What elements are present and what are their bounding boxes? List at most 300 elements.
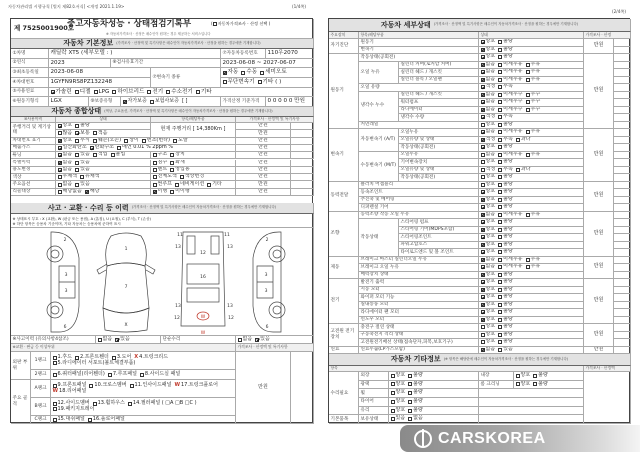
- part-checkbox[interactable]: [53, 361, 136, 367]
- checkbox-icon[interactable]: [498, 220, 502, 224]
- checked-box-icon[interactable]: [481, 318, 485, 322]
- checkbox-icon[interactable]: [498, 303, 502, 307]
- option-checkbox[interactable]: [498, 159, 513, 165]
- checkbox-icon[interactable]: [408, 400, 412, 404]
- checkbox-icon[interactable]: [75, 161, 79, 165]
- checkbox-icon[interactable]: [498, 250, 502, 254]
- option-checkbox[interactable]: [481, 324, 496, 330]
- checked-box-icon[interactable]: [481, 265, 485, 269]
- checkbox-icon[interactable]: [111, 153, 115, 157]
- checkbox-icon[interactable]: [498, 318, 502, 322]
- checked-box-icon[interactable]: [481, 310, 485, 314]
- option-checkbox[interactable]: [115, 337, 130, 343]
- checked-box-icon[interactable]: [255, 338, 259, 342]
- checkbox-icon[interactable]: [213, 22, 217, 26]
- option-checkbox[interactable]: [526, 129, 541, 135]
- option-checkbox[interactable]: [180, 174, 204, 180]
- option-checkbox[interactable]: [58, 189, 82, 195]
- checkbox-icon[interactable]: [58, 131, 62, 135]
- checkbox-icon[interactable]: [391, 391, 395, 395]
- option-checkbox[interactable]: [498, 47, 513, 53]
- checked-box-icon[interactable]: [481, 243, 485, 247]
- checkbox-icon[interactable]: [516, 382, 520, 386]
- checked-box-icon[interactable]: [481, 213, 485, 217]
- checkbox-icon[interactable]: [481, 183, 485, 187]
- option-checkbox[interactable]: [481, 62, 496, 68]
- checked-box-icon[interactable]: [153, 190, 157, 194]
- checkbox-icon[interactable]: [140, 373, 144, 377]
- checkbox-icon[interactable]: [175, 183, 179, 187]
- checkbox-icon[interactable]: [498, 63, 502, 67]
- option-checkbox[interactable]: [93, 138, 121, 144]
- checkbox-icon[interactable]: [526, 78, 530, 82]
- checked-box-icon[interactable]: [481, 228, 485, 232]
- option-checkbox[interactable]: [498, 189, 513, 195]
- option-checkbox[interactable]: [498, 324, 513, 330]
- option-checkbox[interactable]: [75, 182, 90, 188]
- option-checkbox[interactable]: [481, 257, 496, 263]
- option-checkbox[interactable]: [58, 160, 73, 166]
- option-checkbox[interactable]: [111, 152, 126, 158]
- checkbox-icon[interactable]: [53, 418, 57, 422]
- option-checkbox[interactable]: [498, 332, 513, 338]
- checkbox-icon[interactable]: [481, 333, 485, 337]
- option-checkbox[interactable]: [481, 264, 496, 270]
- option-checkbox[interactable]: [481, 182, 496, 188]
- option-checkbox[interactable]: [481, 107, 496, 113]
- option-checkbox[interactable]: [498, 62, 522, 68]
- part-checkbox[interactable]: [108, 372, 137, 378]
- option-checkbox[interactable]: [153, 152, 168, 158]
- option-checkbox[interactable]: [498, 174, 513, 180]
- checked-box-icon[interactable]: [481, 258, 485, 262]
- option-checkbox[interactable]: [147, 89, 163, 95]
- option-checkbox[interactable]: [238, 337, 253, 343]
- checkbox-icon[interactable]: [142, 139, 146, 143]
- checkbox-icon[interactable]: [153, 161, 157, 165]
- checked-box-icon[interactable]: [481, 205, 485, 209]
- checkbox-icon[interactable]: [75, 356, 79, 360]
- option-checkbox[interactable]: [498, 137, 513, 143]
- checked-box-icon[interactable]: [481, 115, 485, 119]
- checkbox-icon[interactable]: [498, 295, 502, 299]
- option-checkbox[interactable]: [481, 234, 496, 240]
- option-checkbox[interactable]: [255, 337, 270, 343]
- option-checkbox[interactable]: [481, 114, 496, 120]
- checkbox-icon[interactable]: [498, 130, 502, 134]
- checkbox-icon[interactable]: [526, 108, 530, 112]
- checkbox-icon[interactable]: [391, 400, 395, 404]
- option-checkbox[interactable]: [196, 89, 212, 95]
- checked-box-icon[interactable]: [58, 161, 62, 165]
- checkbox-icon[interactable]: [498, 333, 502, 337]
- checkbox-icon[interactable]: [207, 183, 211, 187]
- option-checkbox[interactable]: [408, 399, 423, 405]
- option-checkbox[interactable]: [170, 167, 190, 173]
- option-checkbox[interactable]: [51, 89, 72, 95]
- option-checkbox[interactable]: [391, 373, 406, 379]
- checkbox-icon[interactable]: [75, 183, 79, 187]
- checked-box-icon[interactable]: [481, 303, 485, 307]
- checked-box-icon[interactable]: [481, 198, 485, 202]
- option-checkbox[interactable]: [498, 227, 513, 233]
- checkbox-icon[interactable]: [88, 418, 92, 422]
- checkbox-icon[interactable]: [408, 382, 412, 386]
- option-checkbox[interactable]: [516, 167, 531, 173]
- checkbox-icon[interactable]: [153, 175, 157, 179]
- option-checkbox[interactable]: [498, 99, 522, 105]
- option-checkbox[interactable]: [58, 145, 87, 151]
- option-checkbox[interactable]: [498, 129, 522, 135]
- option-checkbox[interactable]: [75, 138, 90, 144]
- option-checkbox[interactable]: [75, 89, 91, 95]
- option-checkbox[interactable]: [481, 242, 496, 248]
- checked-box-icon[interactable]: [481, 70, 485, 74]
- option-checkbox[interactable]: [481, 129, 496, 135]
- checkbox-icon[interactable]: [93, 139, 97, 143]
- checked-box-icon[interactable]: [481, 235, 485, 239]
- checked-box-icon[interactable]: [481, 48, 485, 52]
- option-checkbox[interactable]: [481, 197, 496, 203]
- option-checkbox[interactable]: [173, 138, 188, 144]
- checkbox-icon[interactable]: [170, 153, 174, 157]
- checkbox-icon[interactable]: [75, 124, 79, 128]
- checked-box-icon[interactable]: [481, 273, 485, 277]
- option-checkbox[interactable]: [153, 174, 177, 180]
- option-checkbox[interactable]: [498, 69, 522, 75]
- option-checkbox[interactable]: [207, 182, 222, 188]
- option-checkbox[interactable]: [498, 144, 513, 150]
- option-checkbox[interactable]: [408, 373, 423, 379]
- checkbox-icon[interactable]: [93, 402, 97, 406]
- option-checkbox[interactable]: [526, 152, 541, 158]
- checked-box-icon[interactable]: [481, 93, 485, 97]
- checkbox-icon[interactable]: [526, 265, 530, 269]
- checkbox-icon[interactable]: [130, 384, 134, 388]
- checkbox-icon[interactable]: [180, 175, 184, 179]
- option-checkbox[interactable]: [481, 279, 496, 285]
- option-checkbox[interactable]: [516, 137, 531, 143]
- checkbox-icon[interactable]: [516, 138, 520, 142]
- checkbox-icon[interactable]: [260, 71, 264, 75]
- checked-box-icon[interactable]: [481, 100, 485, 104]
- option-checkbox[interactable]: [526, 212, 541, 218]
- checkbox-icon[interactable]: [498, 280, 502, 284]
- checkbox-icon[interactable]: [498, 153, 502, 157]
- checkbox-icon[interactable]: [498, 108, 502, 112]
- option-checkbox[interactable]: [75, 131, 90, 137]
- option-checkbox[interactable]: [408, 382, 423, 388]
- option-checkbox[interactable]: [516, 373, 531, 379]
- option-checkbox[interactable]: [498, 272, 513, 278]
- checkbox-icon[interactable]: [498, 228, 502, 232]
- part-checkbox[interactable]: [130, 383, 172, 389]
- option-checkbox[interactable]: [75, 123, 90, 129]
- checkbox-icon[interactable]: [75, 139, 79, 143]
- option-checkbox[interactable]: [481, 137, 496, 143]
- checkbox-icon[interactable]: [481, 160, 485, 164]
- option-checkbox[interactable]: [124, 138, 139, 144]
- option-checkbox[interactable]: [117, 145, 173, 151]
- option-checkbox[interactable]: [498, 77, 522, 83]
- checkbox-icon[interactable]: [498, 175, 502, 179]
- checkbox-icon[interactable]: [53, 373, 57, 377]
- option-checkbox[interactable]: [526, 92, 541, 98]
- checkbox-icon[interactable]: [170, 190, 174, 194]
- option-checkbox[interactable]: [498, 302, 513, 308]
- checkbox-icon[interactable]: [498, 100, 502, 104]
- option-checkbox[interactable]: [533, 382, 548, 388]
- checkbox-icon[interactable]: [498, 205, 502, 209]
- checkbox-icon[interactable]: [498, 258, 502, 262]
- checkbox-icon[interactable]: [526, 70, 530, 74]
- checkbox-icon[interactable]: [75, 90, 79, 94]
- option-checkbox[interactable]: [241, 69, 257, 75]
- part-checkbox[interactable]: [134, 355, 168, 361]
- option-checkbox[interactable]: [223, 79, 255, 85]
- option-checkbox[interactable]: [498, 309, 513, 315]
- checkbox-icon[interactable]: [498, 288, 502, 292]
- checkbox-icon[interactable]: [498, 325, 502, 329]
- option-checkbox[interactable]: [408, 408, 423, 414]
- option-checkbox[interactable]: [481, 317, 496, 323]
- checked-box-icon[interactable]: [481, 348, 485, 352]
- option-checkbox[interactable]: [516, 382, 531, 388]
- option-checkbox[interactable]: [481, 189, 496, 195]
- checkbox-icon[interactable]: [526, 213, 530, 217]
- option-checkbox[interactable]: [93, 152, 108, 158]
- checkbox-icon[interactable]: [498, 138, 502, 142]
- checkbox-icon[interactable]: [108, 373, 112, 377]
- option-checkbox[interactable]: [481, 302, 496, 308]
- option-checkbox[interactable]: [498, 152, 522, 158]
- checkbox-icon[interactable]: [153, 183, 157, 187]
- checkbox-icon[interactable]: [498, 213, 502, 217]
- checkbox-icon[interactable]: [98, 338, 102, 342]
- part-checkbox[interactable]: [140, 372, 180, 378]
- option-checkbox[interactable]: [481, 347, 496, 353]
- option-checkbox[interactable]: [481, 77, 496, 83]
- checkbox-icon[interactable]: [75, 153, 79, 157]
- option-checkbox[interactable]: [498, 204, 513, 210]
- option-checkbox[interactable]: [260, 69, 287, 75]
- checkbox-icon[interactable]: [526, 153, 530, 157]
- option-checkbox[interactable]: [498, 339, 513, 345]
- part-checkbox[interactable]: [53, 372, 105, 378]
- checkbox-icon[interactable]: [498, 310, 502, 314]
- option-checkbox[interactable]: [498, 347, 513, 353]
- checkbox-icon[interactable]: [498, 273, 502, 277]
- option-checkbox[interactable]: [58, 152, 73, 158]
- part-checkbox[interactable]: [53, 417, 85, 423]
- checked-box-icon[interactable]: [481, 220, 485, 224]
- option-checkbox[interactable]: [408, 416, 423, 422]
- option-checkbox[interactable]: [498, 257, 522, 263]
- checkbox-icon[interactable]: [498, 190, 502, 194]
- checkbox-icon[interactable]: [124, 139, 128, 143]
- option-checkbox[interactable]: [85, 189, 100, 195]
- checkbox-icon[interactable]: [408, 417, 412, 421]
- option-checkbox[interactable]: [498, 122, 513, 128]
- checkbox-icon[interactable]: [498, 348, 502, 352]
- option-checkbox[interactable]: [112, 89, 144, 95]
- checkbox-icon[interactable]: [112, 90, 116, 94]
- checkbox-icon[interactable]: [53, 384, 57, 388]
- checked-box-icon[interactable]: [481, 295, 485, 299]
- option-checkbox[interactable]: [498, 84, 513, 90]
- option-checkbox[interactable]: [498, 92, 522, 98]
- checkbox-icon[interactable]: [516, 168, 520, 172]
- checkbox-icon[interactable]: [498, 55, 502, 59]
- option-checkbox[interactable]: [498, 249, 513, 255]
- option-checkbox[interactable]: [526, 69, 541, 75]
- checked-box-icon[interactable]: [481, 85, 485, 89]
- checkbox-icon[interactable]: [166, 90, 170, 94]
- option-checkbox[interactable]: [142, 138, 170, 144]
- option-checkbox[interactable]: [75, 152, 90, 158]
- checked-box-icon[interactable]: [75, 131, 79, 135]
- checkbox-icon[interactable]: [516, 374, 520, 378]
- checkbox-icon[interactable]: [173, 139, 177, 143]
- option-checkbox[interactable]: [481, 92, 496, 98]
- option-checkbox[interactable]: [58, 131, 73, 137]
- option-checkbox[interactable]: [481, 339, 496, 345]
- checkbox-icon[interactable]: [153, 168, 157, 172]
- checkbox-icon[interactable]: [498, 48, 502, 52]
- option-checkbox[interactable]: [481, 309, 496, 315]
- checkbox-icon[interactable]: [498, 93, 502, 97]
- option-checkbox[interactable]: [391, 416, 406, 422]
- option-checkbox[interactable]: [481, 152, 496, 158]
- option-checkbox[interactable]: [58, 123, 73, 129]
- option-checkbox[interactable]: [498, 234, 513, 240]
- checkbox-icon[interactable]: [408, 374, 412, 378]
- option-checkbox[interactable]: [498, 107, 522, 113]
- checkbox-icon[interactable]: [53, 407, 57, 411]
- checked-box-icon[interactable]: [481, 40, 485, 44]
- option-checkbox[interactable]: [170, 152, 185, 158]
- option-checkbox[interactable]: [93, 131, 108, 137]
- option-checkbox[interactable]: [526, 77, 541, 83]
- checkbox-icon[interactable]: [498, 265, 502, 269]
- part-checkbox[interactable]: [88, 417, 125, 423]
- checkbox-icon[interactable]: [80, 175, 84, 179]
- checkbox-icon[interactable]: [533, 382, 537, 386]
- checkbox-icon[interactable]: [196, 90, 200, 94]
- option-checkbox[interactable]: [481, 227, 496, 233]
- checked-box-icon[interactable]: [51, 90, 55, 94]
- option-checkbox[interactable]: [153, 167, 168, 173]
- option-checkbox[interactable]: [526, 264, 541, 270]
- checkbox-icon[interactable]: [481, 123, 485, 127]
- part-checkbox[interactable]: [53, 389, 87, 395]
- checkbox-icon[interactable]: [223, 80, 227, 84]
- part-checkbox[interactable]: [174, 383, 217, 389]
- checked-box-icon[interactable]: [481, 250, 485, 254]
- checked-box-icon[interactable]: [481, 288, 485, 292]
- checkbox-icon[interactable]: [526, 100, 530, 104]
- checked-box-icon[interactable]: [58, 124, 62, 128]
- checkbox-icon[interactable]: [147, 90, 151, 94]
- option-checkbox[interactable]: [391, 390, 406, 396]
- option-checkbox[interactable]: [533, 373, 548, 379]
- checked-box-icon[interactable]: [223, 71, 227, 75]
- checkbox-icon[interactable]: [498, 145, 502, 149]
- checkbox-icon[interactable]: [481, 175, 485, 179]
- option-checkbox[interactable]: [98, 337, 113, 343]
- checkbox-icon[interactable]: [94, 90, 98, 94]
- option-checkbox[interactable]: [123, 99, 147, 105]
- checkbox-icon[interactable]: [53, 402, 57, 406]
- option-checkbox[interactable]: [498, 317, 513, 323]
- checkbox-icon[interactable]: [533, 374, 537, 378]
- option-checkbox[interactable]: [481, 212, 496, 218]
- option-checkbox[interactable]: [166, 89, 193, 95]
- checkbox-icon[interactable]: [128, 402, 132, 406]
- option-checkbox[interactable]: [213, 22, 271, 27]
- checkbox-icon[interactable]: [481, 340, 485, 344]
- option-checkbox[interactable]: [223, 69, 239, 75]
- checkbox-icon[interactable]: [58, 183, 62, 187]
- checkbox-icon[interactable]: [150, 100, 154, 104]
- checkbox-icon[interactable]: [498, 160, 502, 164]
- option-checkbox[interactable]: [498, 54, 513, 60]
- checkbox-icon[interactable]: [391, 374, 395, 378]
- option-checkbox[interactable]: [498, 219, 513, 225]
- option-checkbox[interactable]: [481, 249, 496, 255]
- option-checkbox[interactable]: [498, 294, 513, 300]
- checkbox-icon[interactable]: [498, 198, 502, 202]
- checked-box-icon[interactable]: [58, 139, 62, 143]
- option-checkbox[interactable]: [526, 257, 541, 263]
- option-checkbox[interactable]: [498, 287, 513, 293]
- checkbox-icon[interactable]: [391, 417, 395, 421]
- checkbox-icon[interactable]: [498, 40, 502, 44]
- option-checkbox[interactable]: [498, 114, 513, 120]
- checked-box-icon[interactable]: [481, 78, 485, 82]
- option-checkbox[interactable]: [80, 174, 100, 180]
- option-checkbox[interactable]: [408, 390, 423, 396]
- option-checkbox[interactable]: [153, 160, 168, 166]
- checkbox-icon[interactable]: [170, 168, 174, 172]
- option-checkbox[interactable]: [481, 287, 496, 293]
- checked-box-icon[interactable]: [481, 138, 485, 142]
- option-checkbox[interactable]: [90, 145, 114, 151]
- checkbox-icon[interactable]: [498, 78, 502, 82]
- checkbox-icon[interactable]: [498, 168, 502, 172]
- checked-box-icon[interactable]: [481, 55, 485, 59]
- checked-box-icon[interactable]: [481, 130, 485, 134]
- checkbox-icon[interactable]: [498, 115, 502, 119]
- option-checkbox[interactable]: [498, 264, 522, 270]
- option-checkbox[interactable]: [481, 47, 496, 53]
- checkbox-icon[interactable]: [93, 153, 97, 157]
- checked-box-icon[interactable]: [85, 190, 89, 194]
- checked-box-icon[interactable]: [58, 153, 62, 157]
- checkbox-icon[interactable]: [391, 409, 395, 413]
- checkbox-icon[interactable]: [498, 70, 502, 74]
- checkbox-icon[interactable]: [526, 93, 530, 97]
- option-checkbox[interactable]: [75, 167, 90, 173]
- part-checkbox[interactable]: [93, 401, 125, 407]
- option-checkbox[interactable]: [498, 39, 513, 45]
- checked-box-icon[interactable]: [481, 63, 485, 67]
- checkbox-icon[interactable]: [112, 356, 116, 360]
- checked-box-icon[interactable]: [481, 145, 485, 149]
- checked-box-icon[interactable]: [90, 146, 94, 150]
- checked-box-icon[interactable]: [481, 190, 485, 194]
- option-checkbox[interactable]: [481, 294, 496, 300]
